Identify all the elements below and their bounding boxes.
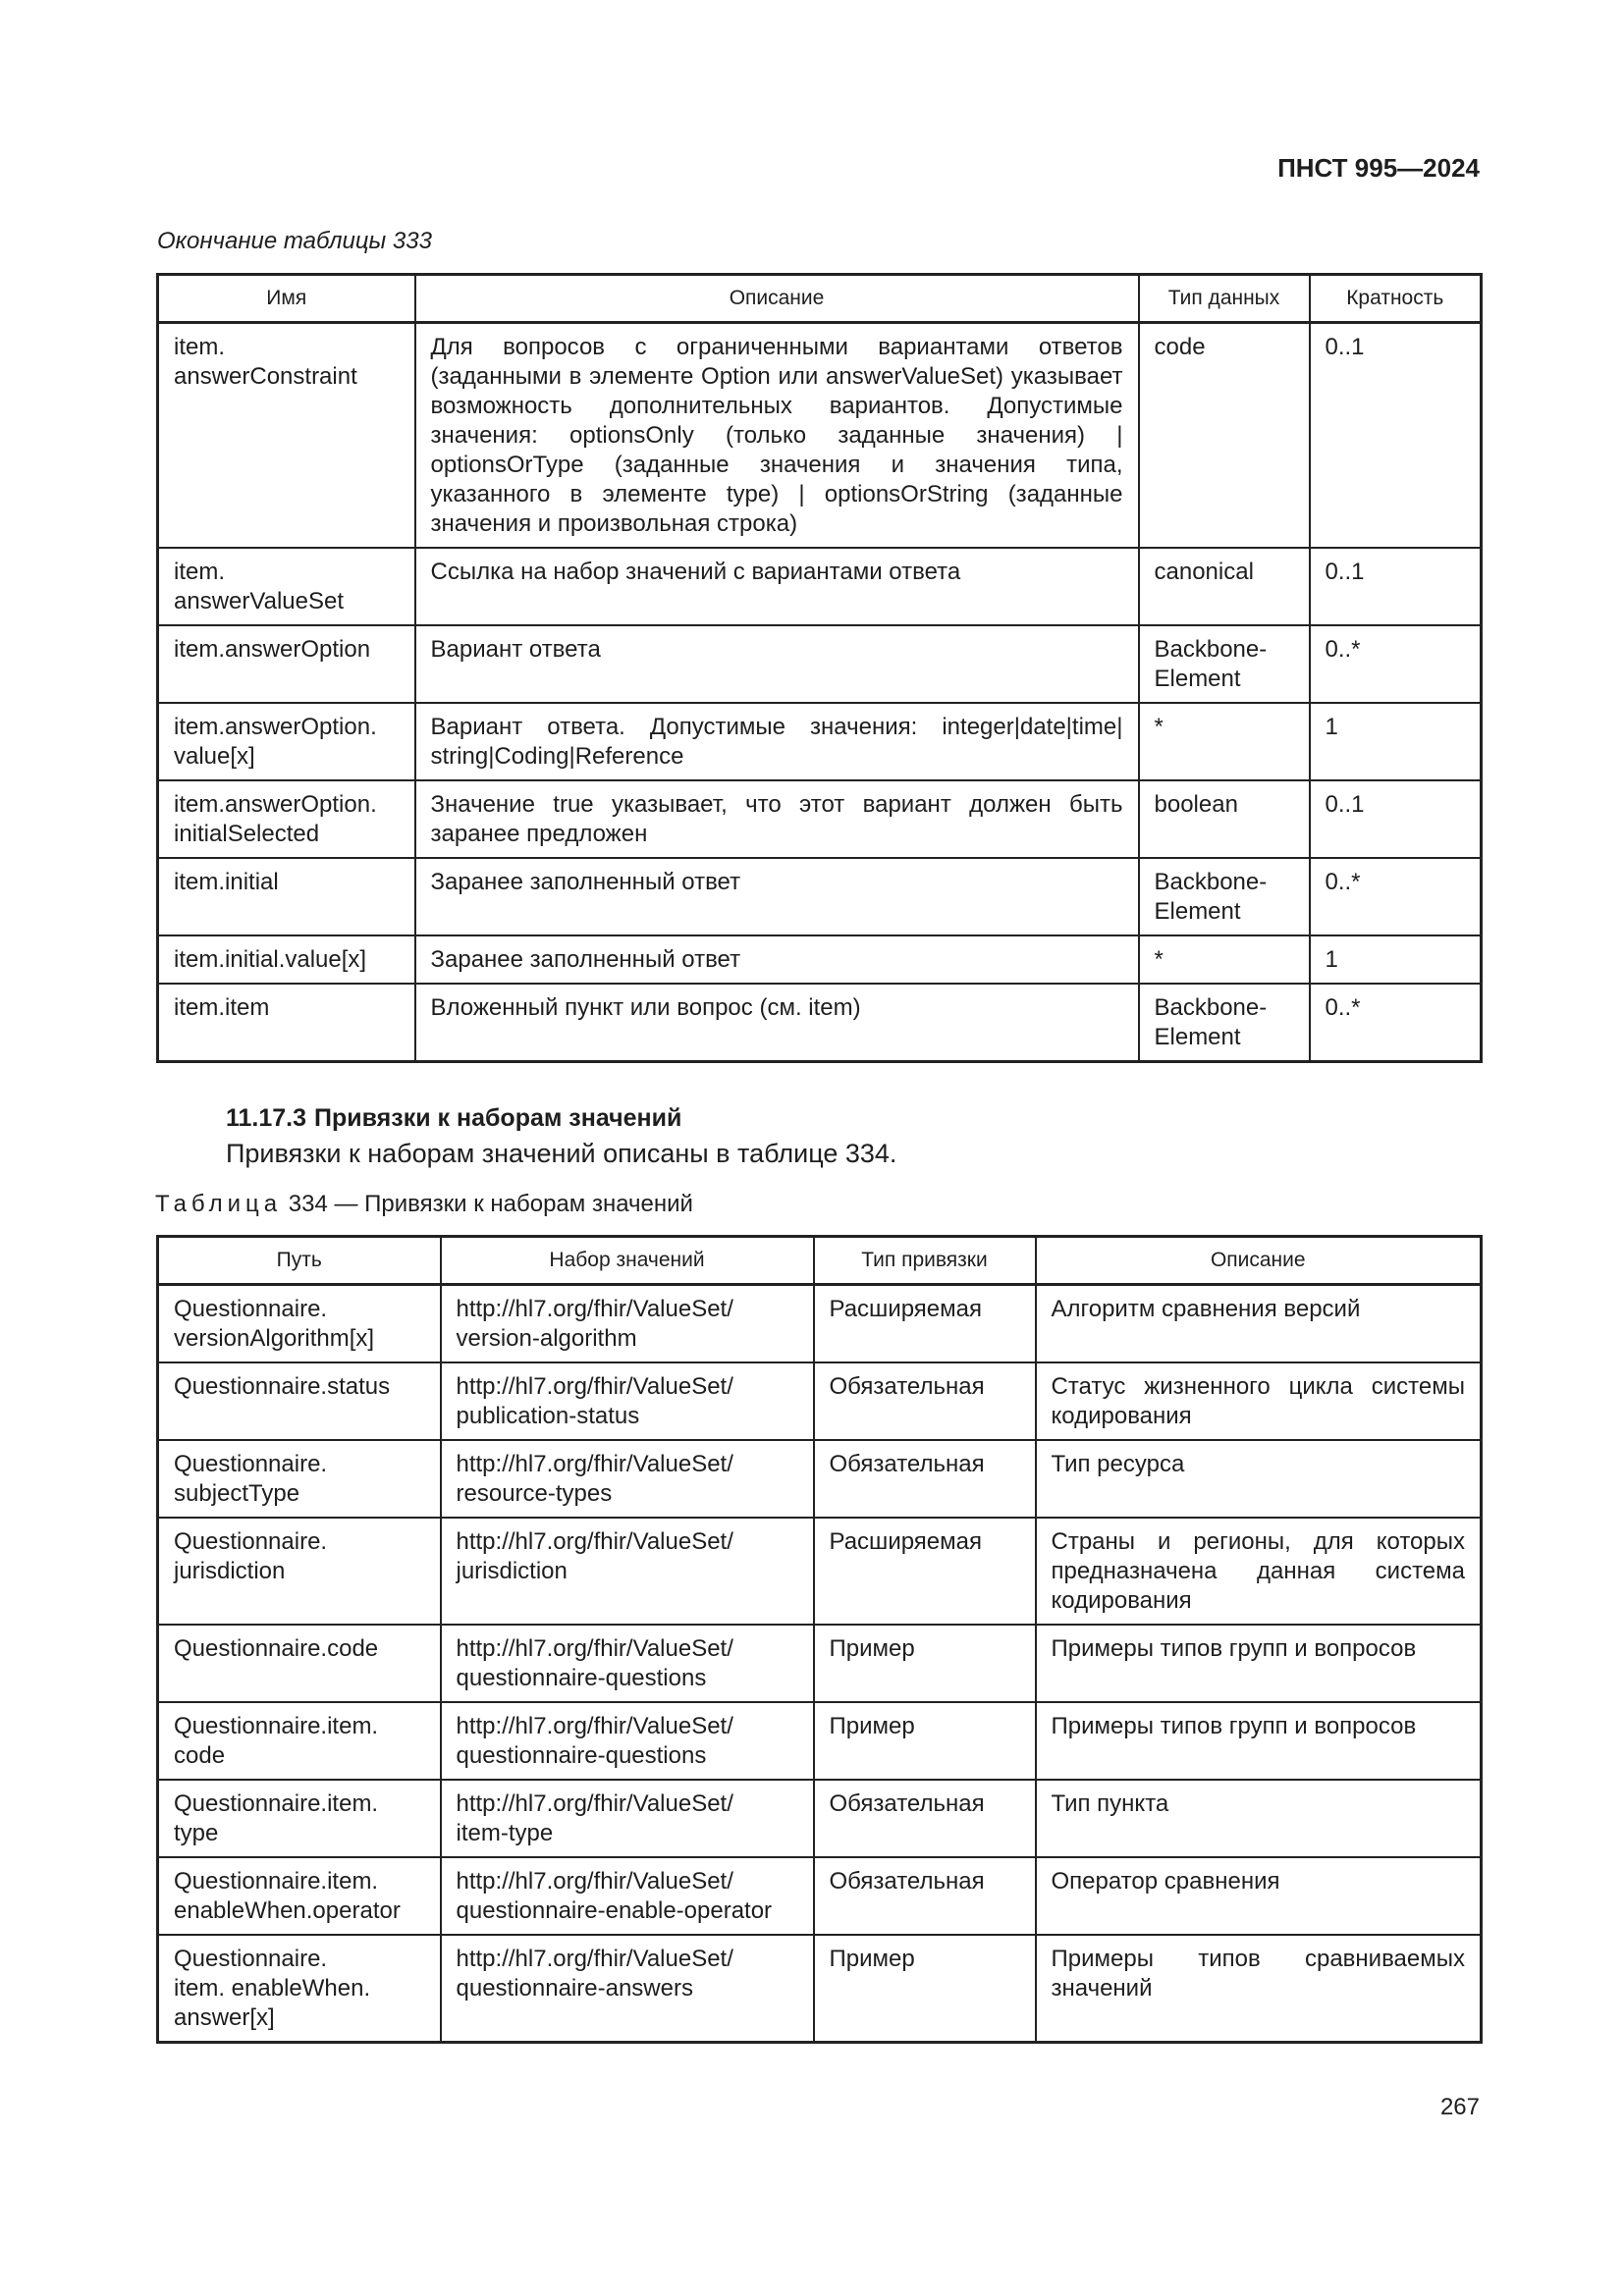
cell-description: Заранее заполненный ответ <box>415 935 1139 984</box>
cell-path-line: versionAlgorithm[x] <box>174 1325 375 1352</box>
cell-binding-type: Обязательная <box>814 1857 1036 1935</box>
cell-value-set-line: http://hl7.org/fhir/ValueSet/ <box>456 1296 733 1322</box>
table-334-caption-title: 334 — Привязки к наборам значений <box>288 1191 693 1217</box>
column-header-value-set: Набор значений <box>441 1237 814 1285</box>
cell-description: Примеры типов групп и вопросов <box>1036 1625 1482 1702</box>
cell-cardinality: 0..1 <box>1310 323 1482 549</box>
cell-value-set <box>441 1780 814 1857</box>
table-333-body <box>158 323 1482 1062</box>
cell-value-set-line: questionnaire-enable-operator <box>456 1897 773 1924</box>
cell-name <box>158 703 415 780</box>
table-row <box>158 1285 1482 1363</box>
column-header-data-type: Тип данных <box>1139 275 1310 323</box>
cell-data-type <box>1139 780 1310 858</box>
cell-data-type <box>1139 984 1310 1062</box>
cell-name-line: item.answerOption <box>174 636 371 663</box>
table-row <box>158 780 1482 858</box>
cell-value-set <box>441 1702 814 1780</box>
cell-value-set-line: version-algorithm <box>456 1325 637 1352</box>
cell-name-line: item.answerOption. <box>174 714 377 740</box>
column-header-cardinality: Кратность <box>1310 275 1482 323</box>
table-row <box>158 1518 1482 1625</box>
cell-description: Вариант ответа <box>415 625 1139 703</box>
cell-path <box>158 1780 441 1857</box>
column-header-binding-type: Тип привязки <box>814 1237 1036 1285</box>
cell-data-type-line: boolean <box>1154 791 1238 818</box>
table-row <box>158 1440 1482 1518</box>
cell-data-type <box>1139 548 1310 625</box>
cell-value-set <box>441 1857 814 1935</box>
cell-name <box>158 548 415 625</box>
cell-name-line: answerValueSet <box>174 588 344 614</box>
cell-path <box>158 1625 441 1702</box>
cell-path-line: Questionnaire.item. <box>174 1790 379 1817</box>
cell-name <box>158 984 415 1062</box>
cell-description: Ссылка на набор значений с вариантами ответа <box>415 548 1139 625</box>
cell-path <box>158 1857 441 1935</box>
cell-description: Вариант ответа. Допустимые значения: integer|date|time| string|Coding|Reference <box>415 703 1139 780</box>
column-header-description: Описание <box>415 275 1139 323</box>
cell-path <box>158 1440 441 1518</box>
cell-binding-type: Пример <box>814 1625 1036 1702</box>
table-333-caption: Окончание таблицы 333 <box>157 228 432 254</box>
cell-value-set-line: http://hl7.org/fhir/ValueSet/ <box>456 1790 733 1817</box>
cell-cardinality: 0..* <box>1310 984 1482 1062</box>
cell-path-line: type <box>174 1820 219 1846</box>
table-row <box>158 858 1482 935</box>
cell-binding-type: Пример <box>814 1935 1036 2043</box>
cell-path <box>158 1362 441 1440</box>
cell-data-type-line: Backbone- <box>1154 636 1268 663</box>
cell-name-line: item.item <box>174 994 270 1021</box>
cell-value-set <box>441 1362 814 1440</box>
cell-data-type-line: * <box>1154 714 1164 740</box>
cell-value-set-line: http://hl7.org/fhir/ValueSet/ <box>456 1946 733 1972</box>
cell-data-type-line: Backbone- <box>1154 869 1268 895</box>
cell-data-type <box>1139 703 1310 780</box>
cell-value-set-line: http://hl7.org/fhir/ValueSet/ <box>456 1528 733 1555</box>
cell-name-line: value[x] <box>174 743 255 770</box>
cell-value-set-line: questionnaire-questions <box>456 1742 707 1769</box>
cell-path-line: jurisdiction <box>174 1558 286 1584</box>
cell-path-line: item. enableWhen. <box>174 1975 371 2002</box>
cell-path-line: Questionnaire. <box>174 1528 328 1555</box>
section-number: 11.17.3 <box>226 1104 307 1132</box>
cell-description: Для вопросов с ограниченными вариантами ответов (заданными в элементе Option или answerValueSet) указывает возможность дополнительных вариантов. Допустимые значения: optionsOnly (только заданные значения) | optionsOrType (заданные значения и значения типа, указанного в элементе type) | optionsOrString (заданные значения и произвольная строка) <box>415 323 1139 549</box>
cell-value-set <box>441 1935 814 2043</box>
column-header-name: Имя <box>158 275 415 323</box>
cell-name <box>158 625 415 703</box>
column-header-description: Описание <box>1036 1237 1482 1285</box>
cell-value-set <box>441 1285 814 1363</box>
cell-name-line: item. <box>174 559 226 585</box>
table-row <box>158 323 1482 549</box>
cell-cardinality: 1 <box>1310 703 1482 780</box>
table-row <box>158 1935 1482 2043</box>
table-334-caption <box>155 1191 693 1218</box>
table-row <box>158 1780 1482 1857</box>
cell-cardinality: 0..1 <box>1310 548 1482 625</box>
cell-path-line: Questionnaire.item. <box>174 1713 379 1739</box>
table-334-body <box>158 1285 1482 2043</box>
cell-data-type <box>1139 935 1310 984</box>
cell-description: Оператор сравнения <box>1036 1857 1482 1935</box>
cell-path-line: Questionnaire. <box>174 1296 328 1322</box>
cell-path-line: code <box>174 1742 226 1769</box>
table-row <box>158 1625 1482 1702</box>
table-row <box>158 984 1482 1062</box>
table-row <box>158 1857 1482 1935</box>
cell-cardinality: 0..* <box>1310 858 1482 935</box>
cell-description: Заранее заполненный ответ <box>415 858 1139 935</box>
cell-binding-type: Обязательная <box>814 1362 1036 1440</box>
cell-description: Примеры типов сравниваемых значений <box>1036 1935 1482 2043</box>
page-number: 267 <box>1439 2094 1480 2120</box>
table-334-caption-label: Таблица <box>155 1191 283 1217</box>
cell-description: Примеры типов групп и вопросов <box>1036 1702 1482 1780</box>
cell-cardinality: 0..1 <box>1310 780 1482 858</box>
cell-name-line: initialSelected <box>174 821 320 847</box>
cell-data-type <box>1139 858 1310 935</box>
cell-data-type-line: * <box>1154 946 1164 973</box>
cell-path-line: enableWhen.operator <box>174 1897 401 1924</box>
cell-binding-type: Пример <box>814 1702 1036 1780</box>
table-334-header-row <box>158 1237 1482 1285</box>
cell-value-set-line: http://hl7.org/fhir/ValueSet/ <box>456 1713 733 1739</box>
cell-cardinality: 0..* <box>1310 625 1482 703</box>
cell-description: Вложенный пункт или вопрос (см. item) <box>415 984 1139 1062</box>
cell-cardinality: 1 <box>1310 935 1482 984</box>
cell-value-set-line: http://hl7.org/fhir/ValueSet/ <box>456 1868 733 1895</box>
cell-description: Тип пункта <box>1036 1780 1482 1857</box>
document-code: ПНСТ 995—2024 <box>1277 153 1480 183</box>
cell-name-line: item.initial.value[x] <box>174 946 367 973</box>
table-333-header-row <box>158 275 1482 323</box>
table-row <box>158 548 1482 625</box>
cell-value-set-line: resource-types <box>456 1480 613 1507</box>
cell-path <box>158 1935 441 2043</box>
table-row <box>158 1362 1482 1440</box>
cell-binding-type: Расширяемая <box>814 1285 1036 1363</box>
cell-description: Статус жизненного цикла системы кодирования <box>1036 1362 1482 1440</box>
cell-path-line: subjectType <box>174 1480 300 1507</box>
cell-path <box>158 1518 441 1625</box>
cell-data-type <box>1139 625 1310 703</box>
cell-binding-type: Расширяемая <box>814 1518 1036 1625</box>
cell-data-type-line: Element <box>1154 898 1241 925</box>
table-334 <box>156 1235 1483 2044</box>
cell-binding-type: Обязательная <box>814 1780 1036 1857</box>
cell-value-set-line: questionnaire-answers <box>456 1975 693 2002</box>
cell-value-set-line: jurisdiction <box>456 1558 568 1584</box>
cell-binding-type: Обязательная <box>814 1440 1036 1518</box>
table-row <box>158 1702 1482 1780</box>
cell-path <box>158 1702 441 1780</box>
cell-value-set-line: questionnaire-questions <box>456 1665 707 1691</box>
cell-data-type-line: canonical <box>1154 559 1254 585</box>
cell-name <box>158 780 415 858</box>
cell-path-line: Questionnaire.code <box>174 1635 379 1662</box>
column-header-path: Путь <box>158 1237 441 1285</box>
cell-name-line: item.initial <box>174 869 279 895</box>
cell-path <box>158 1285 441 1363</box>
section-paragraph: Привязки к наборам значений описаны в таблице 334. <box>226 1139 897 1168</box>
cell-data-type-line: code <box>1154 334 1206 360</box>
cell-value-set <box>441 1518 814 1625</box>
cell-value-set-line: http://hl7.org/fhir/ValueSet/ <box>456 1451 733 1477</box>
cell-data-type-line: Element <box>1154 1024 1241 1050</box>
cell-path-line: Questionnaire. <box>174 1946 328 1972</box>
table-333 <box>156 273 1483 1063</box>
cell-name-line: item. <box>174 334 226 360</box>
section-title: Привязки к наборам значений <box>314 1104 682 1132</box>
cell-description: Тип ресурса <box>1036 1440 1482 1518</box>
cell-name <box>158 935 415 984</box>
table-row <box>158 625 1482 703</box>
cell-value-set-line: http://hl7.org/fhir/ValueSet/ <box>456 1373 733 1400</box>
cell-path-line: Questionnaire.status <box>174 1373 391 1400</box>
cell-name <box>158 858 415 935</box>
cell-path-line: Questionnaire. <box>174 1451 328 1477</box>
cell-data-type <box>1139 323 1310 549</box>
cell-description: Значение true указывает, что этот вариант должен быть заранее предложен <box>415 780 1139 858</box>
cell-value-set <box>441 1440 814 1518</box>
table-row <box>158 703 1482 780</box>
cell-value-set-line: item-type <box>456 1820 554 1846</box>
cell-name-line: item.answerOption. <box>174 791 377 818</box>
cell-value-set <box>441 1625 814 1702</box>
cell-description: Алгоритм сравнения версий <box>1036 1285 1482 1363</box>
cell-value-set-line: http://hl7.org/fhir/ValueSet/ <box>456 1635 733 1662</box>
cell-data-type-line: Backbone- <box>1154 994 1268 1021</box>
cell-data-type-line: Element <box>1154 666 1241 692</box>
cell-value-set-line: publication-status <box>456 1403 640 1429</box>
cell-path-line: Questionnaire.item. <box>174 1868 379 1895</box>
section-heading <box>226 1104 681 1133</box>
cell-description: Страны и регионы, для которых предназначена данная система кодирования <box>1036 1518 1482 1625</box>
table-row <box>158 935 1482 984</box>
cell-name-line: answerConstraint <box>174 363 357 390</box>
cell-path-line: answer[x] <box>174 2004 275 2031</box>
cell-name <box>158 323 415 549</box>
